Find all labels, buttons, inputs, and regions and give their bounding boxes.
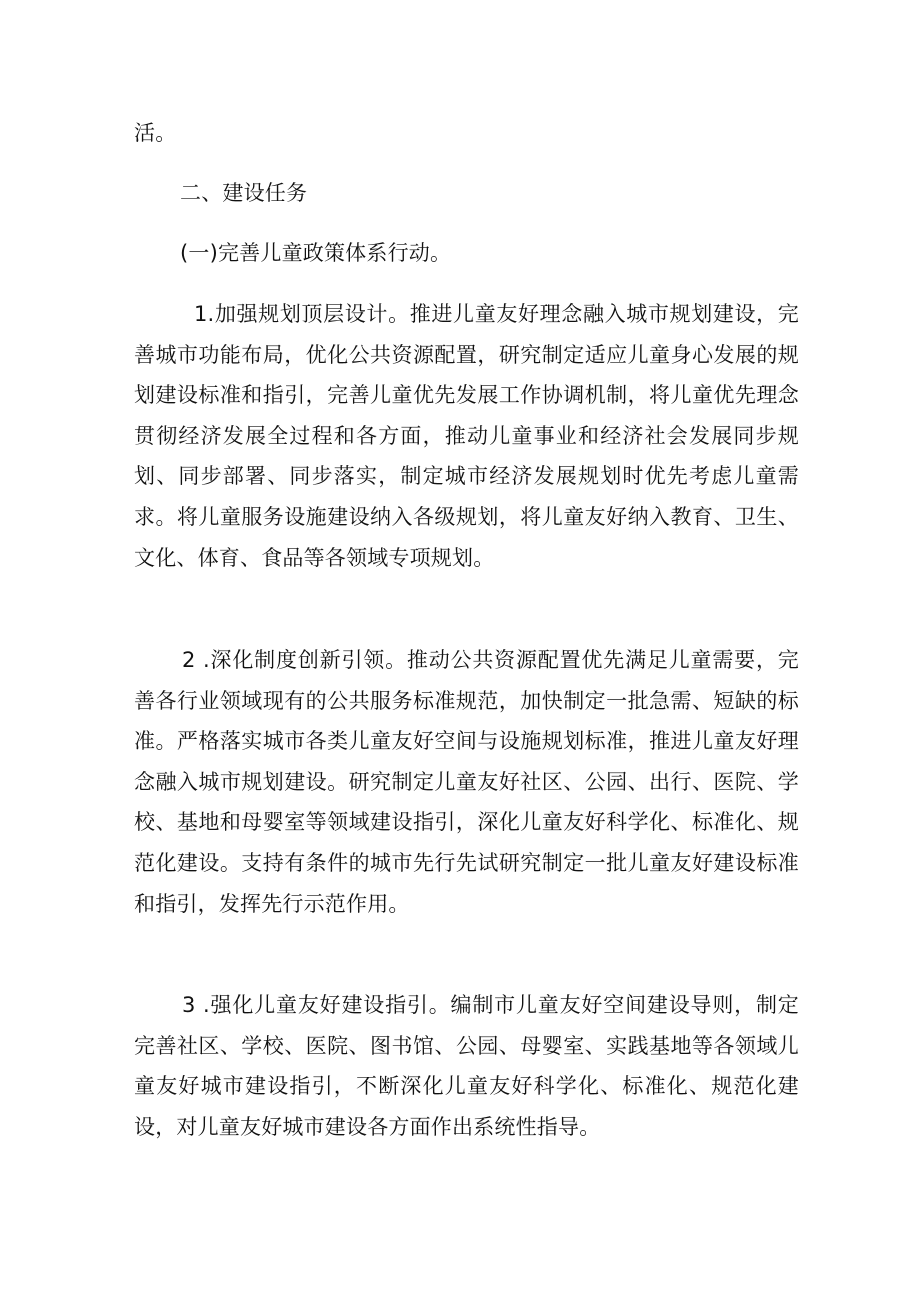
paragraph-3: 3 .强化儿童友好建设指引。编制市儿童友好空间建设导则，制定完善社区、学校、医院、图书馆、公园、母婴室、实践基地等各领域儿童友好城市建设指引，不断深化儿童友好科学化、标准化、规范化建设，对儿童友好城市建设各方面作出系统性指导。 [134,993,799,1139]
subsection-heading: (一)完善儿童政策体系行动。 [180,241,452,265]
section-heading: 二、建设任务 [180,181,308,205]
continued-text-fragment: 活。 [134,121,177,145]
paragraph-1: 1.加强规划顶层设计。推进儿童友好理念融入城市规划建设，完善城市功能布局，优化公共资源配置，研究制定适应儿童身心发展的规划建设标准和指引，完善儿童优先发展工作协调机制，将儿童优先理念贯彻经济发展全过程和各方面，推动儿童事业和经济社会发展同步规划、同步部署、同步落实，制定城市经济发展规划时优先考虑儿童需求。将儿童服务设施建设纳入各级规划，将儿童友好纳入教育、卫生、文化、体育、食品等各领域专项规划。 [134,302,799,570]
paragraph-2: 2 .深化制度创新引领。推动公共资源配置优先满足儿童需要，完善各行业领域现有的公共服务标准规范，加快制定一批急需、短缺的标准。严格落实城市各类儿童友好空间与设施规划标准，推进儿童友好理念融入城市规划建设。研究制定儿童友好社区、公园、出行、医院、学校、基地和母婴室等领域建设指引，深化儿童友好科学化、标准化、规范化建设。支持有条件的城市先行先试研究制定一批儿童友好建设标准和指引，发挥先行示范作用。 [134,648,799,916]
